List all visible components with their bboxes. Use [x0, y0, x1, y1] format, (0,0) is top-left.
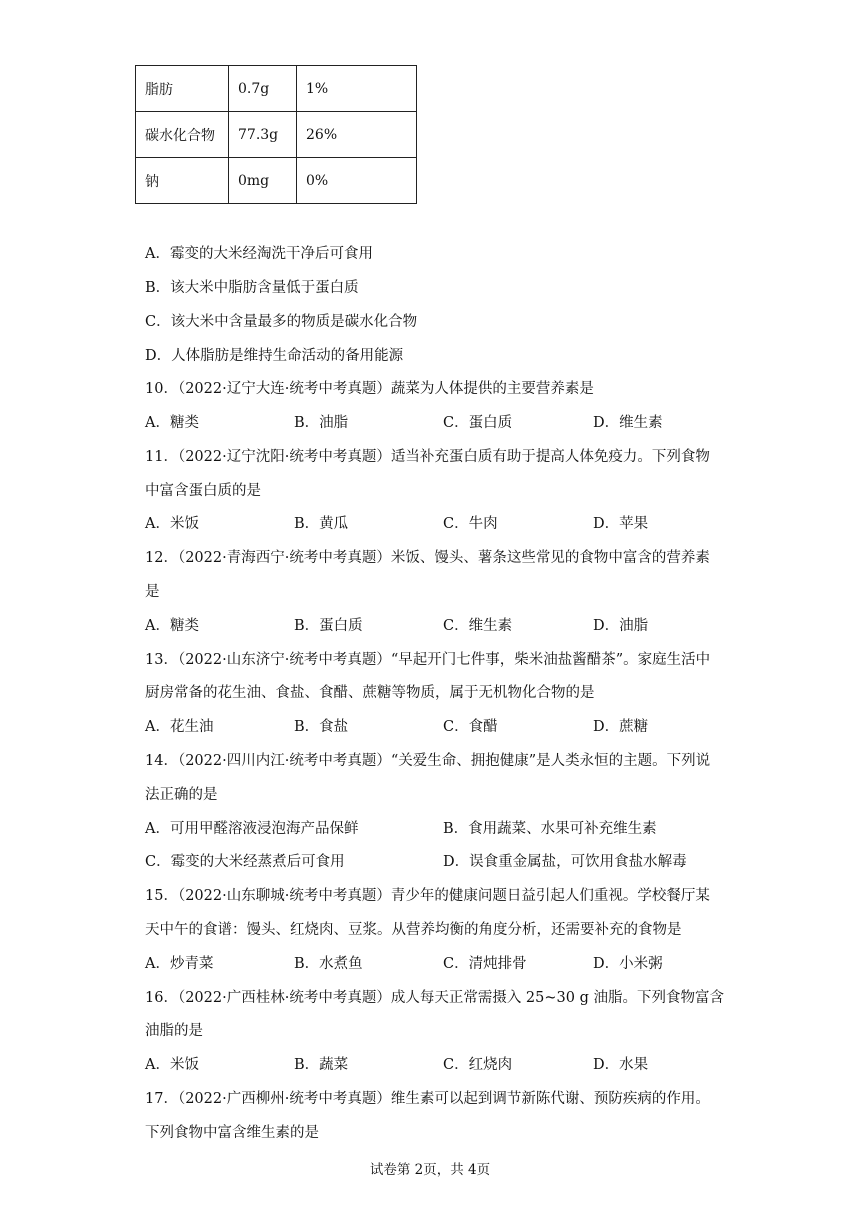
q10-option-d: D．维生素: [593, 415, 663, 431]
q11-option-d: D．苹果: [593, 516, 649, 532]
table-cell: 0.7g: [229, 66, 297, 112]
q10-option-a: A．糖类: [145, 415, 199, 431]
q16-option-a: A．米饭: [145, 1057, 199, 1073]
page-footer: 试卷第 2页，共 4页: [369, 1162, 491, 1178]
q10-stem: 10．（2022·辽宁大连·统考中考真题）蔬菜为人体提供的主要营养素是: [145, 381, 594, 397]
q10-option-c: C．蛋白质: [443, 415, 513, 431]
q15-option-b: B．水煮鱼: [294, 956, 363, 972]
q12-stem-line2: 是: [145, 584, 160, 600]
q13-stem-line1: 13．（2022·山东济宁·统考中考真题）“早起开门七件事，柴米油盐酱醋茶”。家庭生活中: [145, 652, 711, 668]
q17-stem-line2: 下列食物中富含维生素的是: [145, 1125, 319, 1141]
q14-stem-line2: 法正确的是: [145, 787, 218, 803]
q12-option-d: D．油脂: [593, 618, 649, 634]
q14-option-b: B．食用蔬菜、水果可补充维生素: [443, 821, 657, 837]
q15-option-c: C．清炖排骨: [443, 956, 527, 972]
table-cell: 0%: [297, 158, 417, 204]
q11-option-c: C．牛肉: [443, 516, 498, 532]
table-cell: 脂肪: [136, 66, 229, 112]
q15-stem-line1: 15．（2022·山东聊城·统考中考真题）青少年的健康问题日益引起人们重视。学校餐厅某: [145, 888, 710, 904]
q9-option-a: A．霉变的大米经淘洗干净后可食用: [145, 246, 373, 262]
table-cell: 钠: [136, 158, 229, 204]
nutrition-table: [135, 65, 417, 204]
q13-option-c: C．食醋: [443, 719, 498, 735]
q13-option-d: D．蔗糖: [593, 719, 649, 735]
q12-option-b: B．蛋白质: [294, 618, 363, 634]
q10-option-b: B．油脂: [294, 415, 349, 431]
q11-stem-line2: 中富含蛋白质的是: [145, 483, 261, 499]
table-cell: 碳水化合物: [136, 112, 229, 158]
q12-option-c: C．维生素: [443, 618, 513, 634]
q13-option-a: A．花生油: [145, 719, 214, 735]
q13-stem-line2: 厨房常备的花生油、食盐、食醋、蔗糖等物质，属于无机物化合物的是: [145, 685, 595, 701]
q16-option-b: B．蔬菜: [294, 1057, 349, 1073]
table-cell: 26%: [297, 112, 417, 158]
table-row: [136, 112, 417, 158]
q14-option-c: C．霉变的大米经蒸煮后可食用: [145, 854, 345, 870]
table-cell: 0mg: [229, 158, 297, 204]
q15-option-d: D．小米粥: [593, 956, 663, 972]
q15-option-a: A．炒青菜: [145, 956, 214, 972]
q9-option-c: C．该大米中含量最多的物质是碳水化合物: [145, 314, 418, 330]
q16-option-d: D．水果: [593, 1057, 649, 1073]
q11-stem-line1: 11．（2022·辽宁沈阳·统考中考真题）适当补充蛋白质有助于提高人体免疫力。下列食物: [145, 449, 710, 465]
q15-stem-line2: 天中午的食谱：馒头、红烧肉、豆浆。从营养均衡的角度分析，还需要补充的食物是: [145, 922, 682, 938]
q14-option-a: A．可用甲醛溶液浸泡海产品保鲜: [145, 821, 359, 837]
table-row: [136, 66, 417, 112]
q16-stem-line1: 16．（2022·广西桂林·统考中考真题）成人每天正常需摄入 25~30 g 油脂。下列食物富含: [145, 990, 724, 1006]
q12-option-a: A．糖类: [145, 618, 199, 634]
q12-stem-line1: 12．（2022·青海西宁·统考中考真题）米饭、馒头、薯条这些常见的食物中富含的营养素: [145, 550, 710, 566]
table-cell: 1%: [297, 66, 417, 112]
table-cell: 77.3g: [229, 112, 297, 158]
q11-option-a: A．米饭: [145, 516, 199, 532]
q16-stem-line2: 油脂的是: [145, 1023, 203, 1039]
q16-option-c: C．红烧肉: [443, 1057, 513, 1073]
q9-option-d: D．人体脂肪是维持生命活动的备用能源: [145, 348, 404, 364]
q17-stem-line1: 17．（2022·广西柳州·统考中考真题）维生素可以起到调节新陈代谢、预防疾病的作用。: [145, 1091, 710, 1107]
q14-stem-line1: 14．（2022·四川内江·统考中考真题）“关爱生命、拥抱健康”是人类永恒的主题。下列说: [145, 753, 711, 769]
table-row: [136, 158, 417, 204]
q9-option-b: B．该大米中脂肪含量低于蛋白质: [145, 280, 359, 296]
q14-option-d: D．误食重金属盐，可饮用食盐水解毒: [443, 854, 687, 870]
q11-option-b: B．黄瓜: [294, 516, 349, 532]
q13-option-b: B．食盐: [294, 719, 349, 735]
